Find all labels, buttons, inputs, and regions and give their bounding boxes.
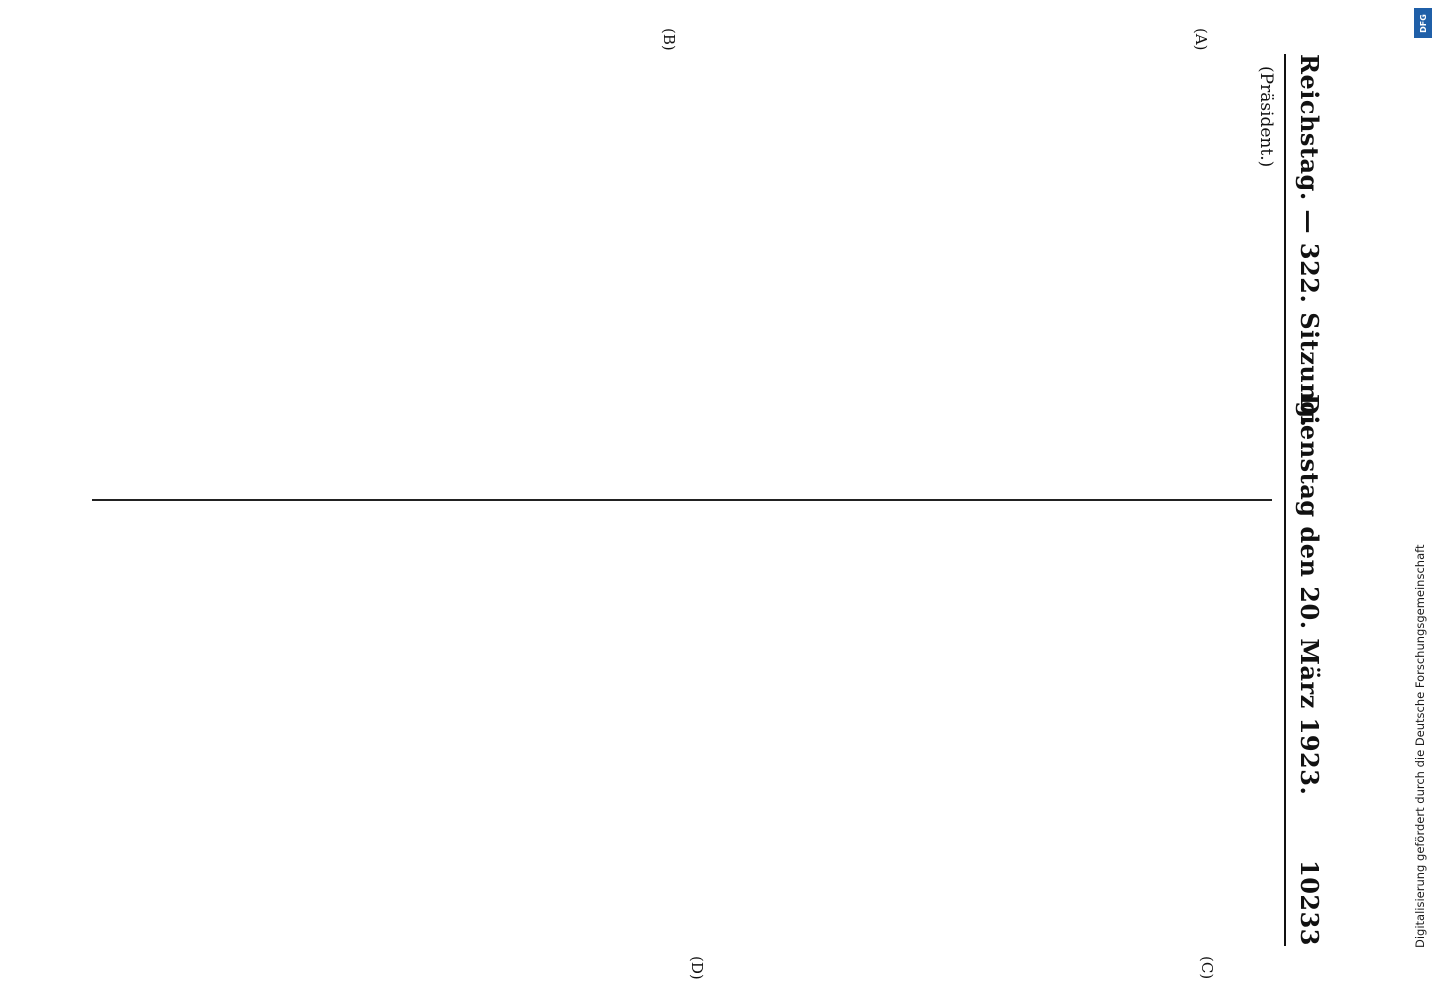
margin-marker-d: (D)	[688, 956, 706, 980]
credit-strip	[1406, 8, 1434, 992]
dfg-logo-label: DFG	[1418, 13, 1428, 33]
column-divider	[92, 499, 1272, 501]
left-text-column	[102, 54, 1272, 484]
printed-page	[58, 14, 1368, 986]
scanned-page-frame	[58, 14, 1368, 986]
dfg-logo-icon	[1414, 8, 1432, 38]
margin-marker-b: (B)	[660, 28, 678, 51]
page-header	[1292, 54, 1332, 946]
margin-marker-c: (C)	[1198, 956, 1216, 980]
digitization-credit: Digitalisierung gefördert durch die Deutsche Forschungsgemeinschaft	[1413, 544, 1427, 948]
right-text-column	[102, 516, 1272, 946]
header-left-title: Reichstag. — 322. Sitzung.	[1295, 54, 1324, 428]
header-rule	[1284, 54, 1286, 946]
speaker-label: (Präsident.)	[1256, 66, 1276, 168]
header-date: Dienstag den 20. März 1923.	[1295, 394, 1324, 796]
margin-marker-a: (A)	[1192, 28, 1210, 51]
page-number: 10233	[1295, 860, 1324, 946]
